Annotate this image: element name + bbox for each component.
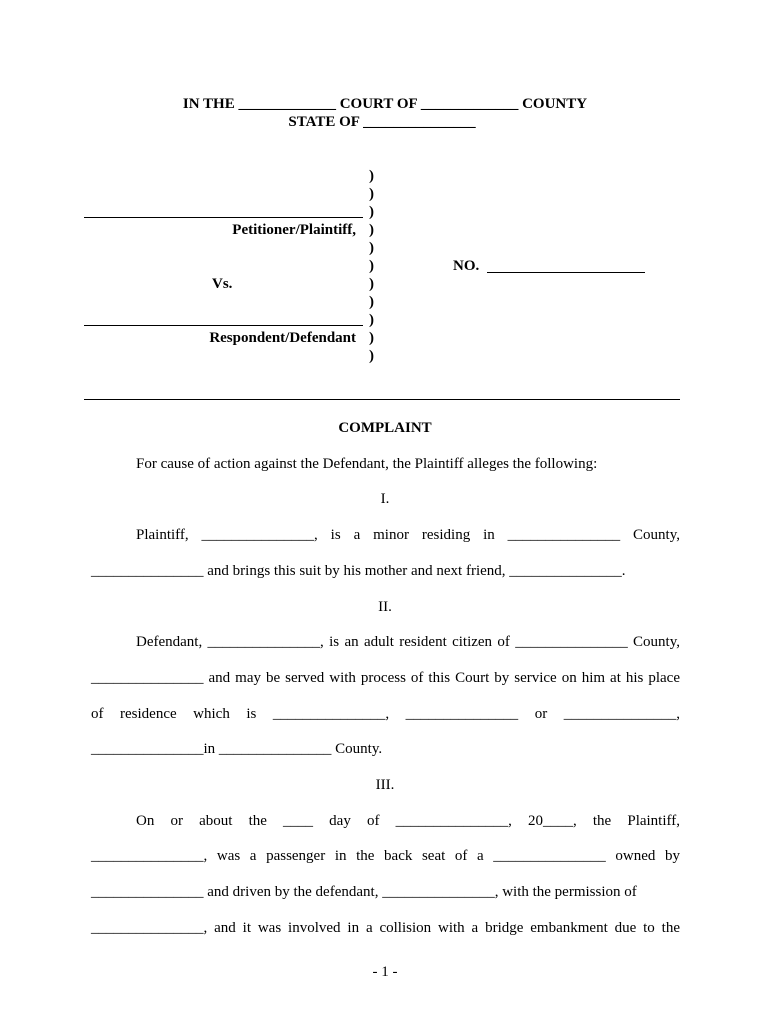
section-3-line: _______________ and driven by the defendant, _______________, with the permission of (91, 884, 637, 900)
caption-paren: ) (369, 258, 374, 274)
section-3-line: _______________, was a passenger in the back seat of a _______________ owned by (91, 848, 680, 864)
section-3-line: On or about the ____ day of _______________, 20____, the Plaintiff, (136, 813, 680, 829)
case-number-line (487, 272, 645, 273)
section-2-line: Defendant, _______________, is an adult resident citizen of _______________ County, (136, 634, 680, 650)
caption-paren: ) (369, 222, 374, 238)
caption-paren: ) (369, 348, 374, 364)
section-2-line: _______________ and may be served with process of this Court by service on him at his place (91, 670, 680, 686)
versus-label: Vs. (212, 276, 233, 292)
case-number-label: NO. (453, 258, 480, 274)
caption-paren: ) (369, 186, 374, 202)
section-2-line: of residence which is _______________, _______________ or _______________, (91, 706, 680, 722)
respondent-label: Respondent/Defendant (209, 330, 356, 346)
caption-separator (84, 399, 680, 400)
court-header-line: IN THE _____________ COURT OF _____________ COUNTY (182, 96, 588, 112)
caption-paren: ) (369, 312, 374, 328)
caption-paren: ) (369, 294, 374, 310)
section-1-line: _______________ and brings this suit by his mother and next friend, _______________. (91, 563, 626, 579)
section-heading-2: II. (378, 599, 392, 615)
petitioner-name-line (84, 217, 363, 218)
caption-paren: ) (369, 330, 374, 346)
caption-paren: ) (369, 276, 374, 292)
state-header-line: STATE OF _______________ (288, 114, 476, 130)
petitioner-label: Petitioner/Plaintiff, (232, 222, 356, 238)
section-heading-1: I. (380, 491, 390, 507)
intro-paragraph: For cause of action against the Defendant, the Plaintiff alleges the following: (136, 456, 598, 472)
page-number: - 1 - (372, 964, 398, 980)
section-1-line: Plaintiff, _______________, is a minor residing in _______________ County, (136, 527, 680, 543)
section-heading-3: III. (375, 777, 395, 793)
section-2-line: _______________in _______________ County. (91, 741, 383, 757)
caption-paren: ) (369, 204, 374, 220)
respondent-name-line (84, 325, 363, 326)
caption-paren: ) (369, 168, 374, 184)
section-3-line: _______________, and it was involved in a collision with a bridge embankment due to the (91, 920, 680, 936)
caption-paren: ) (369, 240, 374, 256)
document-title: COMPLAINT (338, 420, 432, 436)
